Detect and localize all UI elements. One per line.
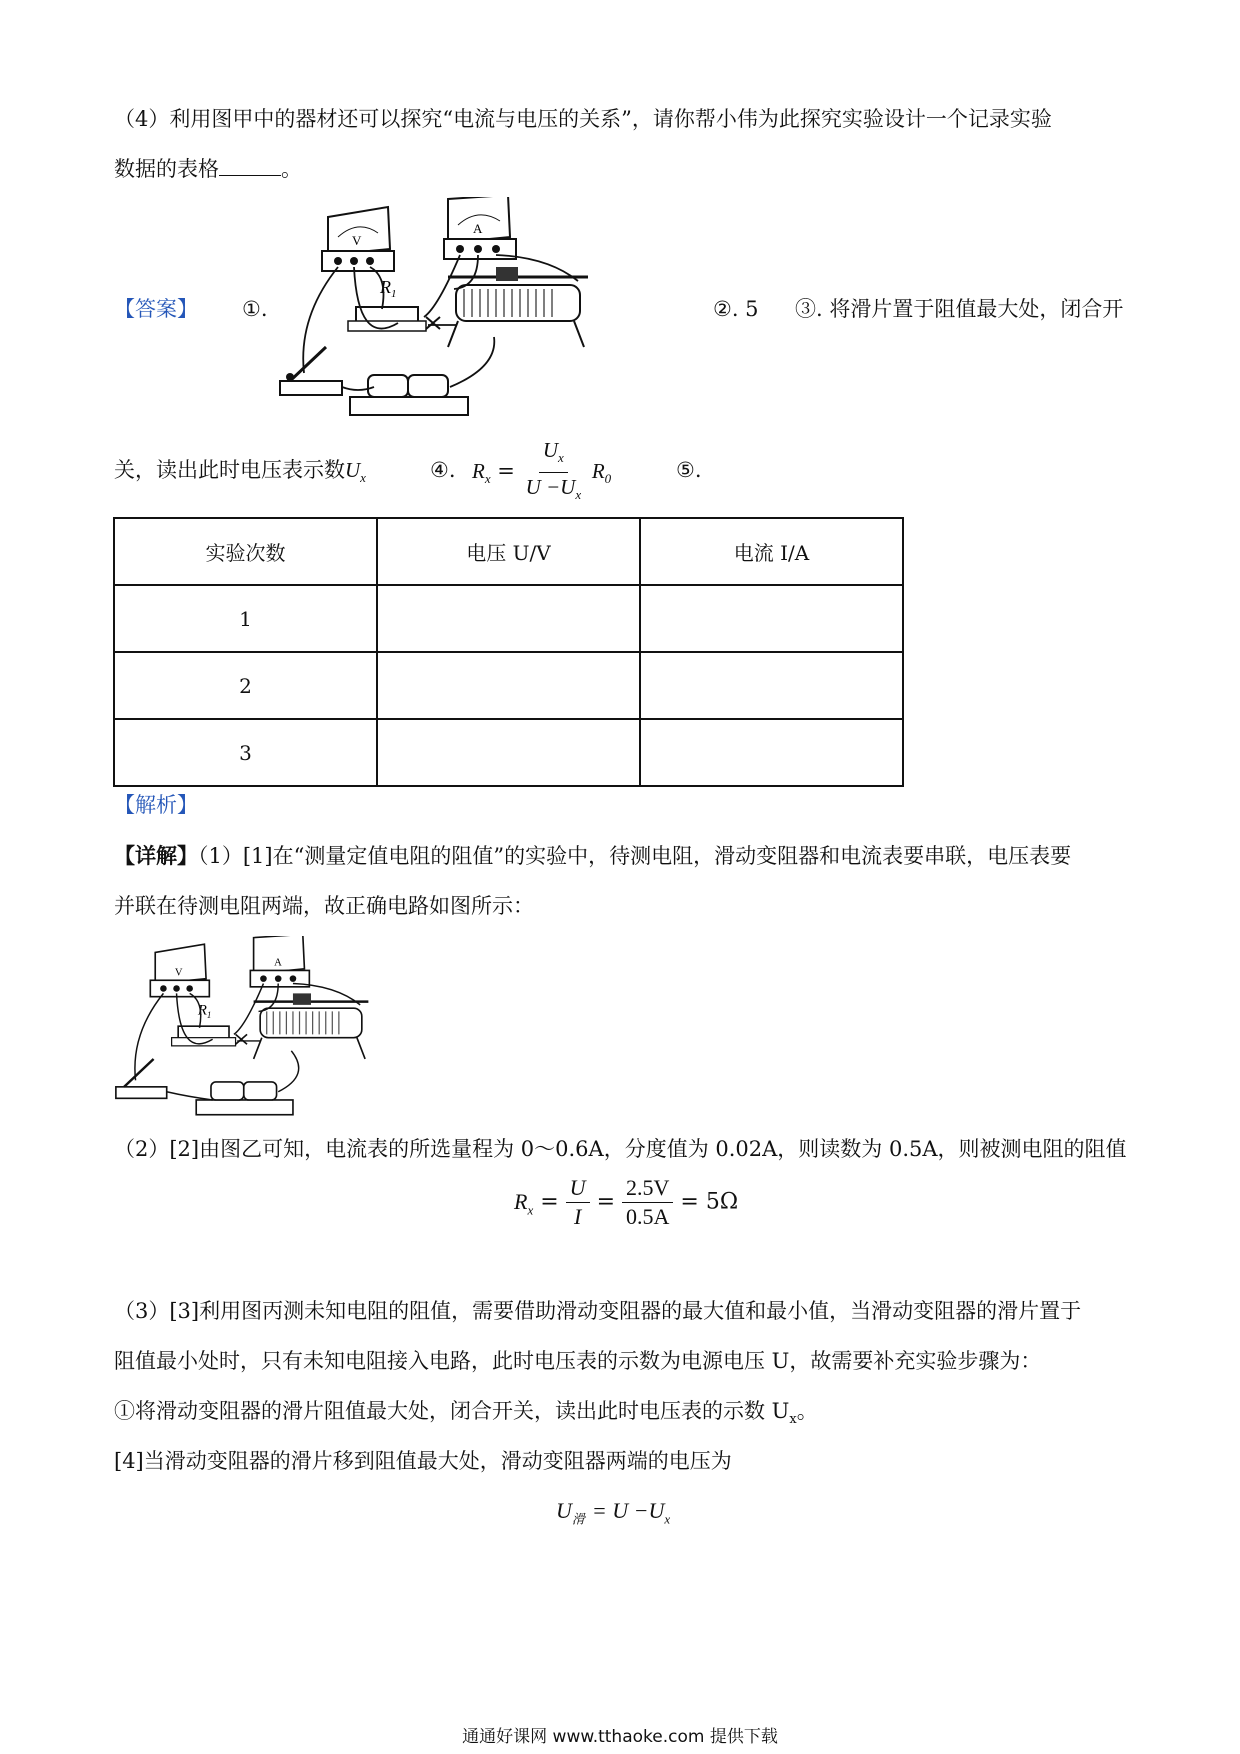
ammeter-label: A [473, 221, 483, 236]
detail-tag: 【详解】 [114, 843, 198, 868]
detail-line2: 并联在待测电阻两端，故正确电路如图所示： [114, 894, 534, 918]
answer-part2: ②. 5 [713, 297, 759, 321]
q4-line1: （4）利用图甲中的器材还可以探究“电流与电压的关系”，请你帮小伟为此探究实验设计一个记录实验 [114, 107, 1052, 131]
answer-tag-text: 【答案】 [114, 297, 198, 321]
table-header: 电流 I/A [640, 518, 903, 585]
table-cell: 1 [114, 585, 377, 652]
detail-line1 [114, 841, 1071, 871]
voltmeter-icon [322, 207, 394, 271]
rheostat-icon [254, 993, 369, 1059]
table-cell: 3 [114, 719, 377, 786]
ux-symbol: $U_x$ [345, 458, 366, 486]
table-cell: 2 [114, 652, 377, 719]
ammeter-label: A [274, 957, 282, 969]
u-slide-equation: $U_滑 = U -U_x$ [556, 1498, 671, 1527]
voltmeter-icon [150, 944, 209, 996]
rx-formula: $R_x$ = $\frac{U_x}{U -U_x}$ $R_0$ [472, 438, 612, 503]
table-cell [377, 585, 640, 652]
q4-line2-end: 。 [281, 157, 302, 181]
voltmeter-label: V [174, 967, 183, 979]
table-cell [640, 652, 903, 719]
detail-line3: （2）[2]由图乙可知，电流表的所选量程为 0～0.6A，分度值为 0.02A，则读数为 0.5A，则被测电阻的阻值 [114, 1137, 1127, 1161]
circuit-figure-answer [278, 197, 658, 419]
analysis-tag-text: 【解析】 [114, 793, 198, 817]
table-row [114, 719, 903, 786]
answer-part4: ④. [430, 458, 456, 482]
resistor-label: $R_1$ [197, 1002, 212, 1020]
table-header: 电压 U/V [377, 518, 640, 585]
battery-icon [350, 375, 468, 415]
data-table [113, 517, 904, 787]
battery-icon [196, 1082, 293, 1115]
detail-line5: 阻值最小处时，只有未知电阻接入电路，此时电压表的示数为电源电压 U，故需要补充实验步骤为： [114, 1349, 1042, 1373]
detail-line7: [4]当滑动变阻器的滑片移到阻值最大处，滑动变阻器两端的电压为 [114, 1449, 732, 1473]
answer-part3: ③. 将滑片置于阻值最大处，闭合开 [795, 297, 1124, 321]
ammeter-icon [444, 197, 516, 259]
table-header-row [114, 518, 903, 585]
q4-line2-text: 数据的表格 [114, 157, 219, 181]
table-cell [640, 585, 903, 652]
table-row [114, 585, 903, 652]
q4-line2 [114, 154, 302, 184]
rx-equation: $R_x$ = $\frac{U}{I}$ = $\frac{2.5V}{0.5A}$ = 5Ω [514, 1175, 739, 1229]
answer-part3-cont: 关，读出此时电压表示数 [114, 458, 345, 482]
answer-tag [114, 294, 198, 324]
detail-line4: （3）[3]利用图丙测未知电阻的阻值，需要借助滑动变阻器的最大值和最小值，当滑动变阻器的滑片置于 [114, 1299, 1082, 1323]
answer-part1: ①. [242, 297, 268, 321]
ammeter-icon [250, 936, 309, 987]
page-footer: 通通好课网 www.tthaoke.com 提供下载 [462, 1727, 778, 1747]
detail-text: （1）[1]在“测量定值电阻的阻值”的实验中，待测电阻，滑动变阻器和电流表要串联，电压表要 [198, 844, 1072, 868]
table-cell [640, 719, 903, 786]
rheostat-icon [448, 267, 588, 347]
answer-part5: ⑤. [676, 458, 702, 482]
circuit-figure-analysis [114, 936, 426, 1118]
analysis-tag [114, 790, 198, 820]
switch-icon [116, 1059, 167, 1098]
table-cell [377, 652, 640, 719]
table-cell [377, 719, 640, 786]
resistor-label: $R_1$ [380, 277, 397, 300]
detail-line6: ①将滑动变阻器的滑片阻值最大处，闭合开关，读出此时电压表的示数 $U_x$。 [114, 1399, 818, 1428]
switch-icon [280, 347, 342, 395]
table-row [114, 652, 903, 719]
table-header: 实验次数 [114, 518, 377, 585]
answer-blank [219, 157, 281, 176]
voltmeter-label: V [352, 233, 362, 248]
answer-line2 [114, 455, 366, 493]
